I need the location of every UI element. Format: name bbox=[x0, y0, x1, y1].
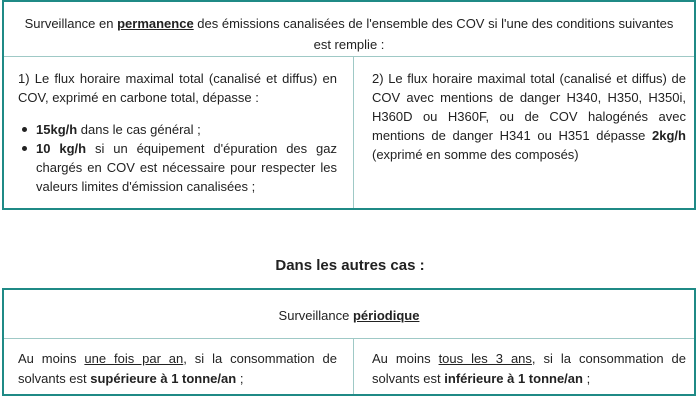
cell-text-pre: Au moins bbox=[372, 351, 439, 366]
header-text-pre: Surveillance en bbox=[24, 16, 118, 31]
periodic-monitoring-header bbox=[4, 290, 694, 339]
header-permanence-term: permanence bbox=[117, 16, 194, 31]
cell-text-post: ; bbox=[582, 371, 591, 386]
condition-1-intro: 1) Le flux horaire maximal total (canalisé et diffus) en COV, exprimé en carbone total, dépasse : bbox=[18, 71, 337, 105]
list-item bbox=[36, 139, 337, 196]
threshold-hazardous: 2kg/h bbox=[652, 128, 686, 143]
list-item-text: si un équipement d'épuration des gaz chargés en COV est nécessaire pour respecter les valeurs limites d'émission canalisées ; bbox=[36, 141, 337, 194]
permanent-monitoring-table bbox=[2, 0, 696, 210]
frequency-triennial: tous les 3 ans bbox=[438, 351, 532, 366]
condition-2-suffix: (exprimé en somme des composés) bbox=[372, 147, 579, 162]
condition-2-cell bbox=[353, 57, 694, 208]
condition-1-cell bbox=[4, 57, 353, 208]
threshold-general: 15kg/h bbox=[36, 122, 78, 137]
condition-2-text: 2) Le flux horaire maximal total (canalisé et diffus) de COV avec mentions de danger H340, H350, H350i, H360D ou H360F, ou de COV halogénés avec mentions de danger H341 ou H351 dépasse bbox=[372, 71, 686, 143]
frequency-annual: une fois par an bbox=[84, 351, 184, 366]
condition-1-list bbox=[18, 120, 337, 196]
consumption-above: supérieure à 1 tonne/an bbox=[90, 371, 237, 386]
triennial-frequency-cell bbox=[353, 339, 694, 394]
permanent-monitoring-header bbox=[4, 2, 694, 57]
periodic-monitoring-table bbox=[2, 288, 696, 396]
cell-text-post: ; bbox=[236, 371, 244, 386]
section-title: Dans les autres cas : bbox=[275, 257, 425, 274]
threshold-treatment: 10 kg/h bbox=[36, 141, 87, 156]
header-text-pre: Surveillance bbox=[278, 308, 353, 323]
bullet-icon bbox=[22, 146, 27, 151]
cell-text-pre: Au moins bbox=[18, 351, 85, 366]
list-item bbox=[36, 120, 337, 139]
header-periodic-term: périodique bbox=[352, 308, 420, 323]
cell-text-mid: , si la consommation de solvants est bbox=[18, 351, 337, 386]
consumption-below: inférieure à 1 tonne/an bbox=[444, 371, 583, 386]
list-item-text: dans le cas général ; bbox=[77, 122, 201, 137]
annual-frequency-cell bbox=[4, 339, 353, 394]
bullet-icon bbox=[22, 127, 27, 132]
header-text-post: des émissions canalisées de l'ensemble des COV si l'une des conditions suivantes est remplie : bbox=[193, 16, 674, 52]
cell-text-mid: , si la consommation de solvants est bbox=[372, 351, 686, 386]
